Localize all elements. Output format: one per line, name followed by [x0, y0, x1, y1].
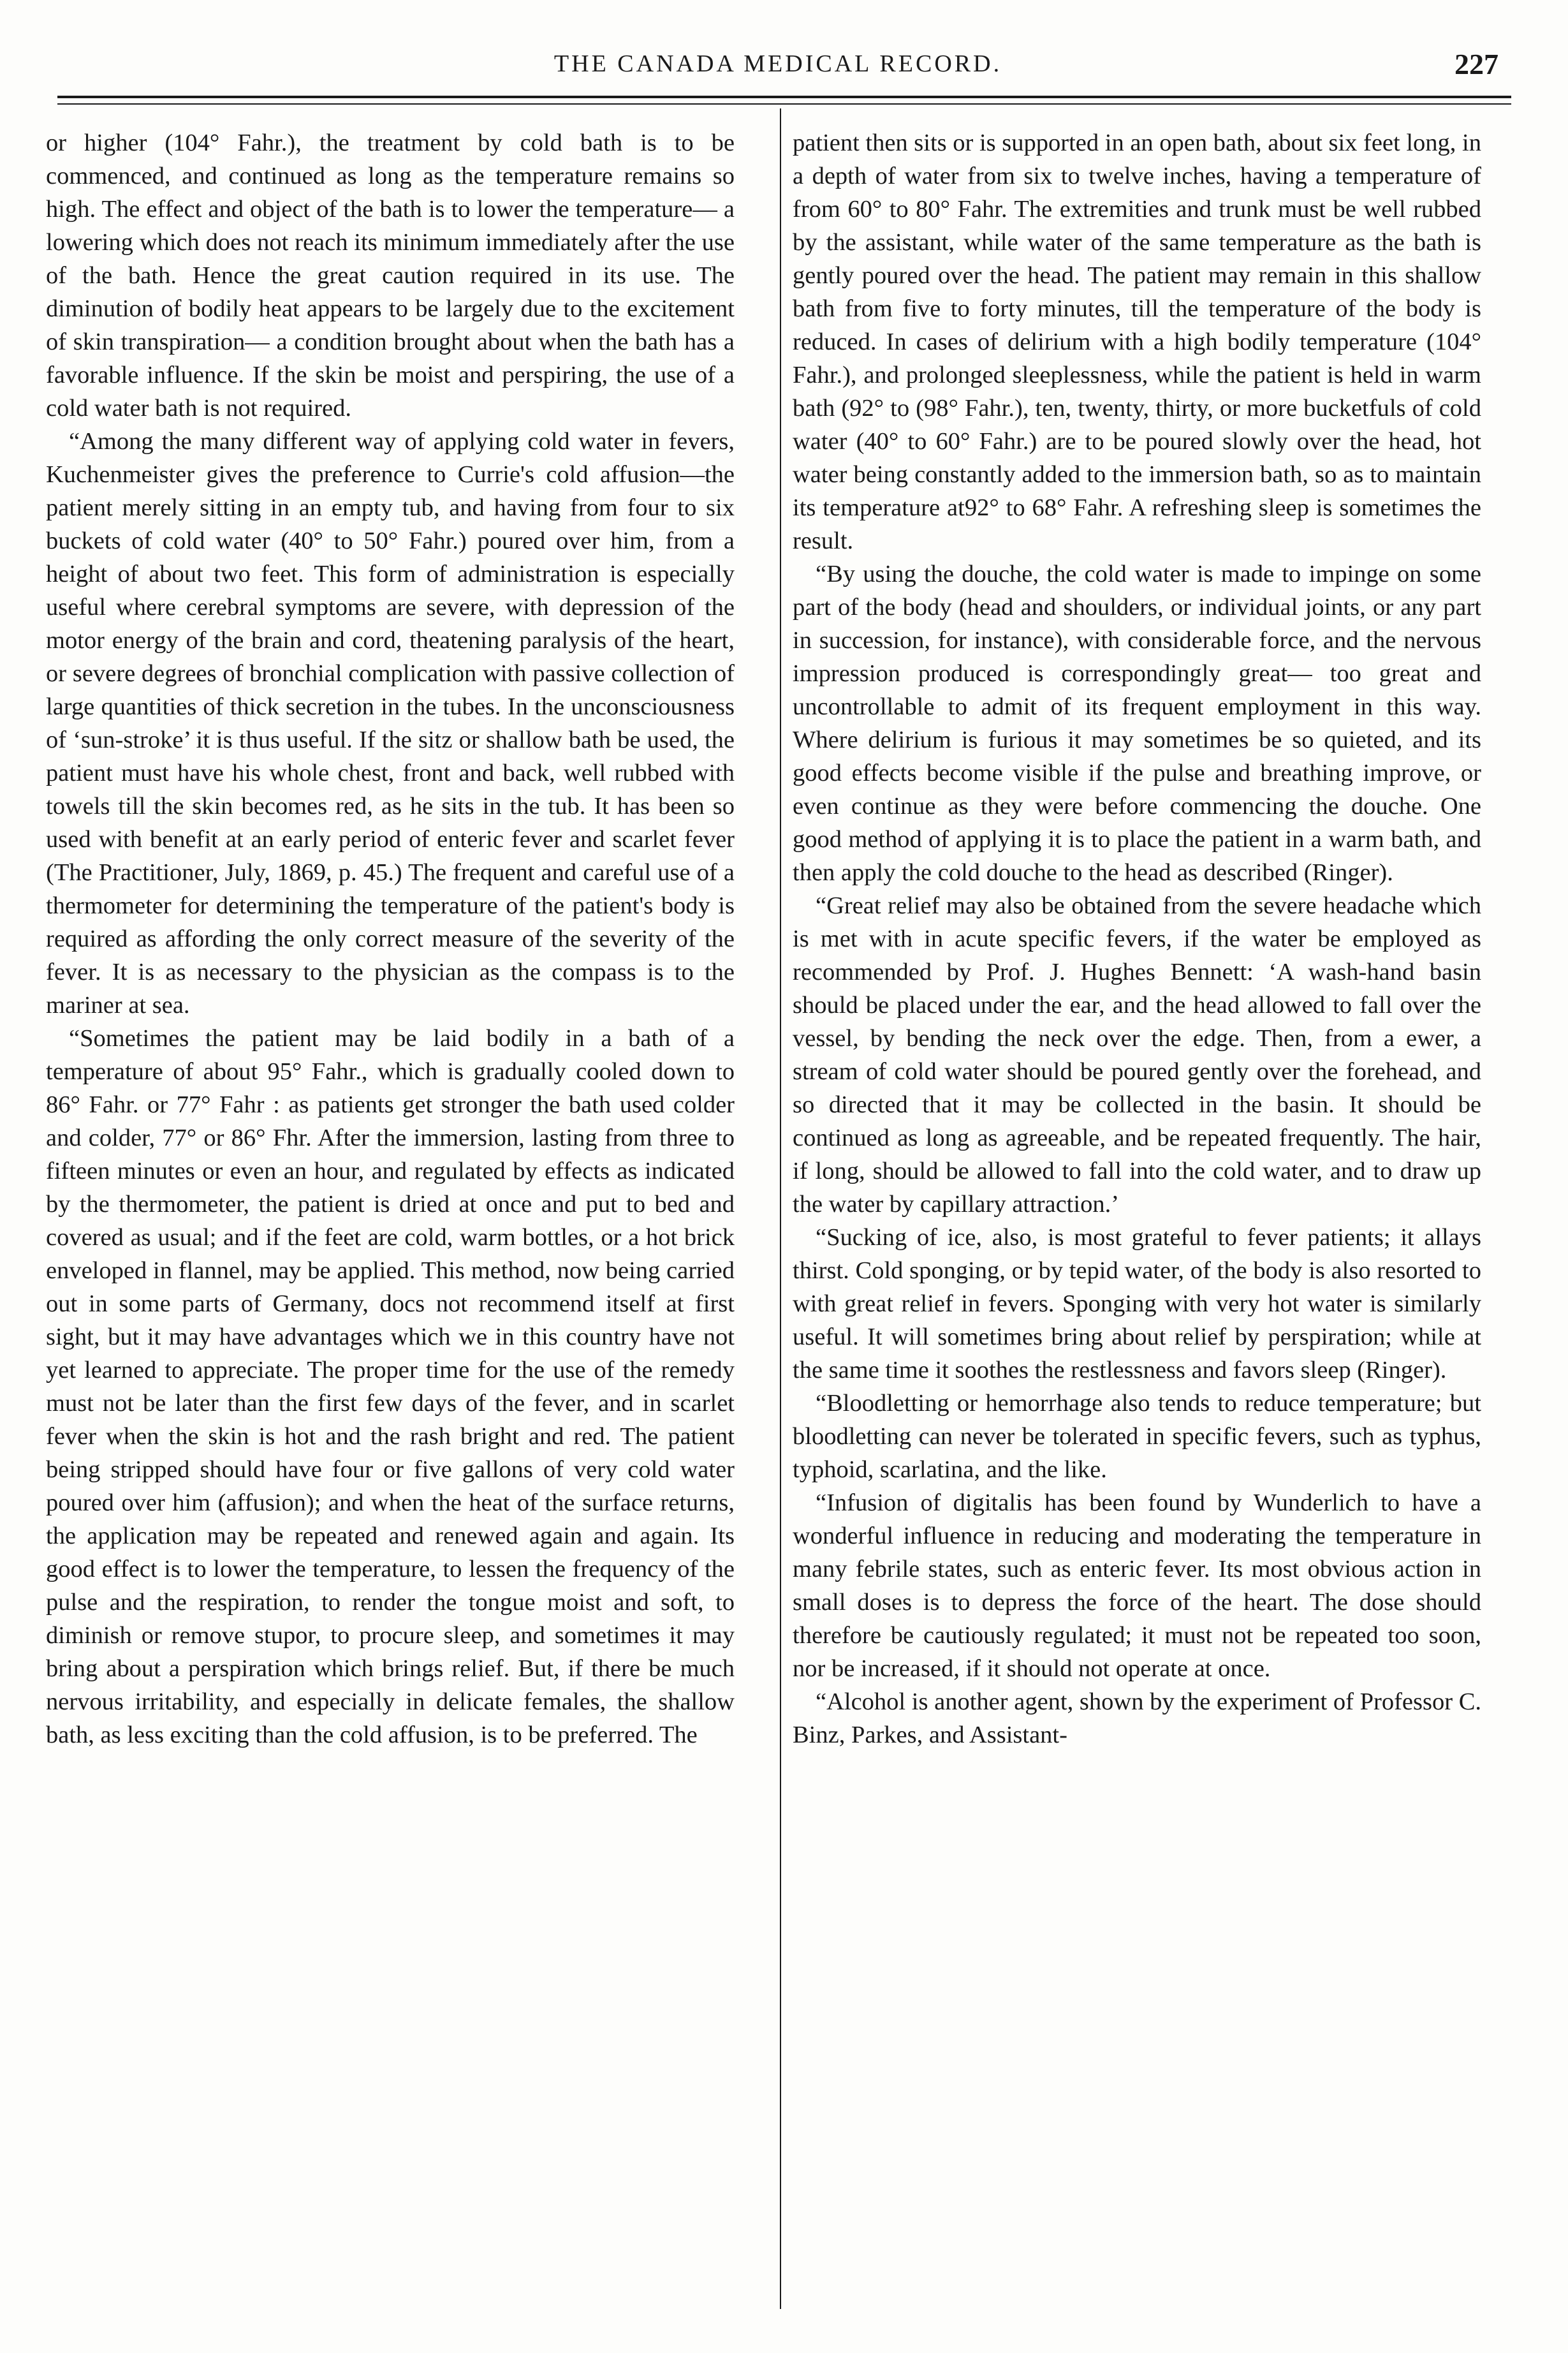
- header-rule-thick: [57, 96, 1511, 98]
- right-paragraph-2: “By using the douche, the cold water is made to impinge on some part of the body (head and shoulders, or individual joints, or any part in succession, for instance), with considerable force, and the nervous impression produced is correspondingly great— too great and uncontrollable to admit of its frequent employment in this way. Where delirium is furious it may sometimes be so quieted, and its good effects become visible if the pulse and breathing improve, or even continue as they were before commencing the douche. One good method of applying it is to place the patient in a warm bath, and then apply the cold douche to the head as described (Ringer).: [793, 561, 1481, 886]
- column-divider: [780, 108, 781, 2309]
- header-rule-thin: [57, 103, 1511, 105]
- journal-title: THE CANADA MEDICAL RECORD.: [553, 50, 1002, 77]
- right-paragraph-4: “Sucking of ice, also, is most grateful to fever patients; it allays thirst. Cold sponging, or by tepid water, of the body is also resorted to with great relief in fevers. Sponging with very hot water is similarly useful. It will sometimes bring about relief by perspiration; while at the same time it soothes the restlessness and favors sleep (Ringer).: [793, 1224, 1481, 1383]
- right-paragraph-7: “Alcohol is another agent, shown by the experiment of Professor C. Binz, Parkes, and Assistant-: [793, 1688, 1481, 1748]
- right-paragraph-3: “Great relief may also be obtained from the severe headache which is met with in acute specific fevers, if the water be employed as recommended by Prof. J. Hughes Bennett: ‘A wash-hand basin should be placed under the ear, and the head allowed to fall over the vessel, by bending the neck over the edge. Then, from a ewer, a stream of cold water should be poured gently over the forehead, and so directed that it may be collected in the basin. It should be continued as long as agreeable, and be repeated frequently. The hair, if long, should be allowed to fall into the cold water, and to draw up the water by capillary attraction.’: [793, 892, 1481, 1218]
- right-paragraph-6: “Infusion of digitalis has been found by Wunderlich to have a wonderful influence in reducing and moderating the temperature in many febrile states, such as enteric fever. Its most obvious action in small doses is to depress the force of the heart. The dose should therefore be cautiously regulated; it must not be repeated too soon, nor be increased, if it should not operate at once.: [793, 1489, 1481, 1682]
- left-paragraph-3: “Sometimes the patient may be laid bodily in a bath of a temperature of about 95° Fahr., which is gradually cooled down to 86° Fahr. or 77° Fahr : as patients get stronger the bath used colder and colder, 77° or 86° Fhr. After the immersion, lasting from three to fifteen minutes or even an hour, and regulated by effects as indicated by the thermometer, the patient is dried at once and put to bed and covered as usual; and if the feet are cold, warm bottles, or a hot brick enveloped in flannel, may be applied. This method, now being carried out in some parts of Germany, docs not recommend itself at first sight, but it may have advantages which we in this country have not yet learned to appreciate. The proper time for the use of the remedy must not be later than the first few days of the fever, and in scarlet fever when the skin is hot and the rash bright and red. The patient being stripped should have four or five gallons of very cold water poured over him (affusion); and when the heat of the surface returns, the application may be repeated and renewed again and again. Its good effect is to lower the temperature, to lessen the frequency of the pulse and the respiration, to render the tongue moist and soft, to diminish or remove stupor, to procure sleep, and sometimes it may bring about a perspiration which brings relief. But, if there be much nervous irritability, and especially in delicate females, the shallow bath, as less exciting than the cold affusion, is to be preferred. The: [46, 1025, 735, 1748]
- page-number: 227: [1454, 48, 1498, 80]
- left-paragraph-1: or higher (104° Fahr.), the treatment by cold bath is to be commenced, and continued as long as the temperature remains so high. The effect and object of the bath is to lower the temperature— a lowering which does not reach its minimum immediately after the use of the bath. Hence the great caution required in its use. The diminution of bodily heat appears to be largely due to the excitement of skin transpiration— a condition brought about when the bath has a favorable influence. If the skin be moist and perspiring, the use of a cold water bath is not required.: [46, 129, 735, 422]
- left-paragraph-2: “Among the many different way of applying cold water in fevers, Kuchenmeister gives the preference to Currie's cold affusion—the patient merely sitting in an empty tub, and having from four to six buckets of cold water (40° to 50° Fahr.) poured over him, from a height of about two feet. This form of administration is especially useful where cerebral symptoms are severe, with depression of the motor energy of the brain and cord, theatening paralysis of the heart, or severe degrees of bronchial complication with passive collection of large quantities of thick secretion in the tubes. In the unconsciousness of ‘sun-stroke’ it is thus useful. If the sitz or shallow bath be used, the patient must have his whole chest, front and back, well rubbed with towels till the skin becomes red, as he sits in the tub. It has been so used with benefit at an early period of enteric fever and scarlet fever (The Practitioner, July, 1869, p. 45.) The frequent and careful use of a thermometer for determining the temperature of the patient's body is required as affording the only correct measure of the severity of the fever. It is as necessary to the physician as the compass is to the mariner at sea.: [46, 428, 735, 1019]
- running-head: [57, 50, 1498, 88]
- right-paragraph-1: patient then sits or is supported in an open bath, about six feet long, in a depth of water from six to twelve inches, having a temperature of from 60° to 80° Fahr. The extremities and trunk must be well rubbed by the assistant, while water of the same temperature as the bath is gently poured over the head. The patient may remain in this shallow bath from five to forty minutes, till the temperature of the body is reduced. In cases of delirium with a high bodily temperature (104° Fahr.), and prolonged sleeplessness, while the patient is held in warm bath (92° to (98° Fahr.), ten, twenty, thirty, or more bucketfuls of cold water (40° to 60° Fahr.) are to be poured slowly over the head, hot water being constantly added to the immersion bath, so as to maintain its temperature at92° to 68° Fahr. A refreshing sleep is sometimes the result.: [793, 129, 1481, 554]
- left-column: [46, 126, 735, 1752]
- right-paragraph-5: “Bloodletting or hemorrhage also tends to reduce temperature; but bloodletting can never be tolerated in specific fevers, such as typhus, typhoid, scarlatina, and the like.: [793, 1390, 1481, 1483]
- right-column: [793, 126, 1481, 1752]
